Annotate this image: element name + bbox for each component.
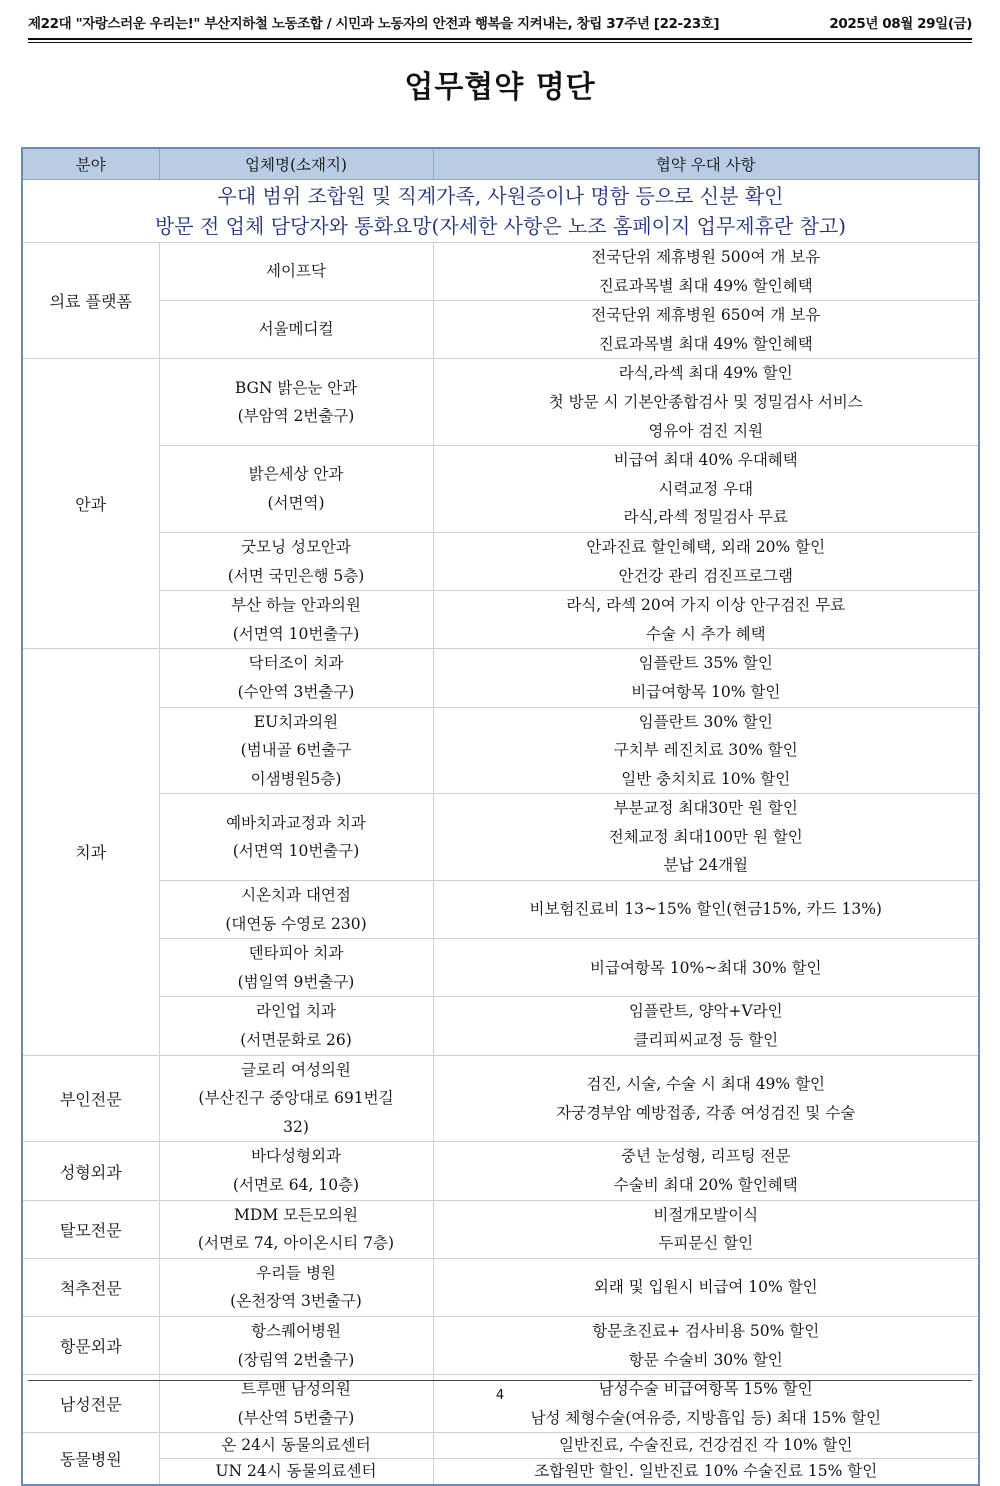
table-row [22, 1200, 979, 1258]
company-line: (서면역 10번출구) [232, 624, 360, 643]
benefit-cell [433, 243, 979, 301]
notice-line: 방문 전 업체 담당자와 통화요망(자세한 사항은 노조 홈페이지 업무제휴란 참고) [154, 214, 847, 238]
company-cell [159, 997, 433, 1055]
company-line: 밝은세상 안과 [248, 465, 344, 484]
company-cell [159, 1055, 433, 1142]
page-number: 4 [495, 1388, 505, 1403]
table-row [22, 1459, 979, 1485]
company-cell [159, 794, 433, 881]
benefit-line: 수술비 최대 20% 할인혜택 [613, 1176, 798, 1194]
benefit-line: 일반 충치치료 10% 할인 [621, 769, 791, 788]
company-line: (서면 국민은행 5층) [227, 566, 365, 585]
benefit-line: 검진, 시술, 수술 시 최대 49% 할인 [586, 1074, 826, 1093]
category-cell: 남성전문 [22, 1375, 159, 1433]
table-row [22, 446, 979, 533]
header-rule [28, 38, 972, 40]
company-cell [159, 359, 433, 446]
company-line: 32) [283, 1117, 309, 1136]
benefit-cell [433, 532, 979, 590]
benefit-cell [433, 446, 979, 533]
benefit-cell [433, 794, 979, 881]
benefit-line: 분납 24개월 [663, 856, 749, 875]
company-line: (서면로 64, 10층) [232, 1176, 360, 1194]
company-line: (서면로 74, 아이온시티 7층) [197, 1234, 395, 1253]
benefit-line: 일반진료, 수술진료, 건강검진 각 10% 할인 [558, 1436, 853, 1455]
table-row [22, 1055, 979, 1142]
benefit-cell [433, 591, 979, 649]
benefit-line: 클리피씨교정 등 할인 [633, 1031, 779, 1050]
benefit-cell [433, 649, 979, 707]
table-row [22, 1258, 979, 1316]
benefit-line: 안과진료 할인혜택, 외래 20% 할인 [586, 537, 826, 556]
table-header-row [22, 148, 979, 180]
table-row [22, 243, 979, 301]
table-row [22, 1375, 979, 1433]
benefit-cell [433, 1316, 979, 1374]
company-cell [159, 939, 433, 997]
category-cell: 의료 플랫폼 [22, 243, 159, 359]
benefit-cell [433, 301, 979, 359]
table-row [22, 881, 979, 939]
company-line: 항스퀘어병원 [251, 1321, 341, 1340]
column-header-field: 분야 [22, 148, 159, 180]
category-cell: 항문외과 [22, 1316, 159, 1374]
benefit-line: 영유아 검진 지원 [648, 421, 764, 440]
benefit-cell [433, 1258, 979, 1316]
company-line: 우리들 병원 [256, 1263, 336, 1282]
company-line: 닥터조이 치과 [248, 654, 344, 673]
table-row [22, 939, 979, 997]
table-row [22, 1433, 979, 1459]
benefit-cell [433, 1055, 979, 1142]
table-row [22, 1142, 979, 1200]
company-line: EU치과의원 [253, 712, 339, 731]
benefit-cell [433, 1375, 979, 1433]
benefit-line: 라식, 라섹 20여 가지 이상 안구검진 무료 [566, 596, 846, 615]
company-line: (서면문화로 26) [240, 1031, 352, 1050]
company-line: 서울메디컬 [258, 320, 334, 339]
footer-rule [28, 1380, 972, 1381]
benefit-line: 임플란트, 양악+V라인 [628, 1002, 783, 1021]
benefit-line: 부분교정 최대30만 원 할인 [613, 799, 798, 818]
company-line: 부산 하늘 안과의원 [231, 596, 361, 615]
benefit-cell [433, 1433, 979, 1459]
benefit-line: 임플란트 30% 할인 [638, 712, 773, 731]
benefit-cell [433, 939, 979, 997]
company-line: 글로리 여성의원 [241, 1060, 351, 1079]
company-line: 라인업 치과 [256, 1002, 336, 1021]
company-line: 예바치과교정과 치과 [226, 813, 366, 832]
company-line: UN 24시 동물의료센터 [215, 1462, 377, 1481]
header-rule-thin [28, 42, 972, 43]
category-cell: 동물병원 [22, 1433, 159, 1485]
benefit-cell [433, 359, 979, 446]
table-row [22, 707, 979, 794]
benefit-line: 외래 및 입원시 비급여 10% 할인 [593, 1278, 818, 1297]
benefit-cell [433, 881, 979, 939]
table-row [22, 649, 979, 707]
category-cell: 부인전문 [22, 1055, 159, 1142]
benefit-line: 시력교정 우대 [658, 479, 754, 498]
benefit-line: 첫 방문 시 기본안종합검사 및 정밀검사 서비스 [548, 392, 863, 411]
benefit-line: 비급여항목 10%~최대 30% 할인 [590, 958, 822, 977]
benefit-line: 진료과목별 최대 49% 할인혜택 [598, 334, 813, 353]
company-cell [159, 881, 433, 939]
company-line: 바다성형외과 [251, 1147, 341, 1166]
benefit-line: 자궁경부암 예방접종, 각종 여성검진 및 수술 [556, 1103, 856, 1122]
company-cell [159, 301, 433, 359]
company-cell [159, 1459, 433, 1485]
company-cell [159, 649, 433, 707]
benefit-line: 비보험진료비 13~15% 할인(현금15%, 카드 13%) [529, 900, 882, 919]
category-cell: 탈모전문 [22, 1200, 159, 1258]
column-header-company: 업체명(소재지) [159, 148, 433, 180]
newsletter-header [28, 8, 972, 36]
benefit-line: 항문 수술비 30% 할인 [628, 1350, 783, 1369]
company-line: (부암역 2번출구) [237, 407, 355, 426]
benefit-line: 임플란트 35% 할인 [638, 654, 773, 673]
benefit-cell [433, 997, 979, 1055]
company-cell [159, 446, 433, 533]
company-line: MDM 모든모의원 [234, 1205, 358, 1224]
benefit-line: 중년 눈성형, 리프팅 전문 [621, 1147, 791, 1166]
company-cell [159, 1433, 433, 1459]
category-cell: 치과 [22, 649, 159, 1055]
company-cell [159, 1316, 433, 1374]
benefit-cell [433, 707, 979, 794]
company-line: 온 24시 동물의료센터 [221, 1436, 371, 1455]
table-row [22, 591, 979, 649]
table-row [22, 997, 979, 1055]
company-line: (장림역 2번출구) [237, 1350, 355, 1369]
page-title: 업무협약 명단 [404, 70, 596, 105]
benefit-line: 전체교정 최대100만 원 할인 [608, 827, 803, 846]
company-line: (서면역 10번출구) [232, 842, 360, 861]
company-line: BGN 밝은눈 안과 [234, 378, 358, 397]
company-line: 굿모닝 성모안과 [241, 537, 351, 556]
table-row [22, 359, 979, 446]
company-cell [159, 591, 433, 649]
header-date: 2025년 08월 29일(금) [829, 16, 972, 32]
benefit-line: 두피문신 할인 [658, 1234, 754, 1253]
table-row [22, 1316, 979, 1374]
benefit-cell [433, 1459, 979, 1485]
category-cell: 척추전문 [22, 1258, 159, 1316]
category-cell: 성형외과 [22, 1142, 159, 1200]
company-line: (온천장역 3번출구) [230, 1292, 362, 1311]
benefit-line: 비급여 최대 40% 우대혜택 [613, 451, 798, 470]
company-line: 트루맨 남성의원 [241, 1380, 351, 1399]
company-line: (대연동 수영로 230) [225, 914, 367, 933]
table-row [22, 794, 979, 881]
benefit-line: 구치부 레진치료 30% 할인 [613, 741, 798, 760]
table-row [22, 532, 979, 590]
header-publication: 제22대 "자랑스러운 우리는!" 부산지하철 노동조합 / 시민과 노동자의 안전과 행복을 지켜내는, 창립 37주년 [22-23호] [28, 16, 720, 32]
benefit-line: 진료과목별 최대 49% 할인혜택 [598, 276, 813, 295]
benefit-line: 비급여항목 10% 할인 [631, 682, 781, 701]
benefit-line: 비절개모발이식 [653, 1205, 759, 1224]
benefit-line: 항문초진료+ 검사비용 50% 할인 [592, 1321, 820, 1340]
benefit-line: 조합원만 할인. 일반진료 10% 수술진료 15% 할인 [534, 1462, 878, 1481]
company-cell [159, 1200, 433, 1258]
company-cell [159, 707, 433, 794]
company-line: (범일역 9번출구) [237, 972, 355, 991]
company-line: 시온치과 대연점 [241, 886, 351, 905]
benefit-line: 남성 체형수술(여유증, 지방흡입 등) 최대 15% 할인 [530, 1408, 882, 1427]
category-cell: 안과 [22, 359, 159, 649]
benefit-cell [433, 1200, 979, 1258]
table-row [22, 301, 979, 359]
column-header-benefits: 협약 우대 사항 [433, 148, 979, 180]
company-line: 덴타피아 치과 [248, 944, 344, 963]
company-line: (범내골 6번출구 [240, 741, 352, 760]
company-line: (서면역) [267, 494, 325, 513]
company-cell [159, 243, 433, 301]
notice-line: 우대 범위 조합원 및 직계가족, 사원증이나 명함 등으로 신분 확인 [217, 184, 784, 208]
benefit-cell [433, 1142, 979, 1200]
benefit-line: 라식,라섹 최대 49% 할인 [618, 364, 793, 383]
company-cell [159, 532, 433, 590]
notice-row [22, 180, 979, 243]
notice-cell [22, 180, 979, 243]
company-line: (부산진구 중앙대로 691번길 [198, 1089, 394, 1108]
benefit-line: 남성수술 비급여항목 15% 할인 [598, 1380, 813, 1399]
benefit-line: 라식,라섹 정밀검사 무료 [623, 508, 788, 527]
company-line: (수안역 3번출구) [237, 682, 355, 701]
company-cell [159, 1258, 433, 1316]
company-cell [159, 1375, 433, 1433]
partnership-table [21, 147, 980, 1486]
company-line: 이샘병원5층) [250, 769, 342, 788]
benefit-line: 전국단위 제휴병원 500여 개 보유 [591, 248, 821, 266]
company-line: 세이프닥 [266, 262, 326, 281]
company-cell [159, 1142, 433, 1200]
company-line: (부산역 5번출구) [237, 1408, 355, 1427]
table-body [22, 180, 979, 1485]
benefit-line: 수술 시 추가 혜택 [645, 624, 766, 643]
benefit-line: 전국단위 제휴병원 650여 개 보유 [591, 306, 821, 325]
benefit-line: 안건강 관리 검진프로그램 [618, 566, 794, 585]
